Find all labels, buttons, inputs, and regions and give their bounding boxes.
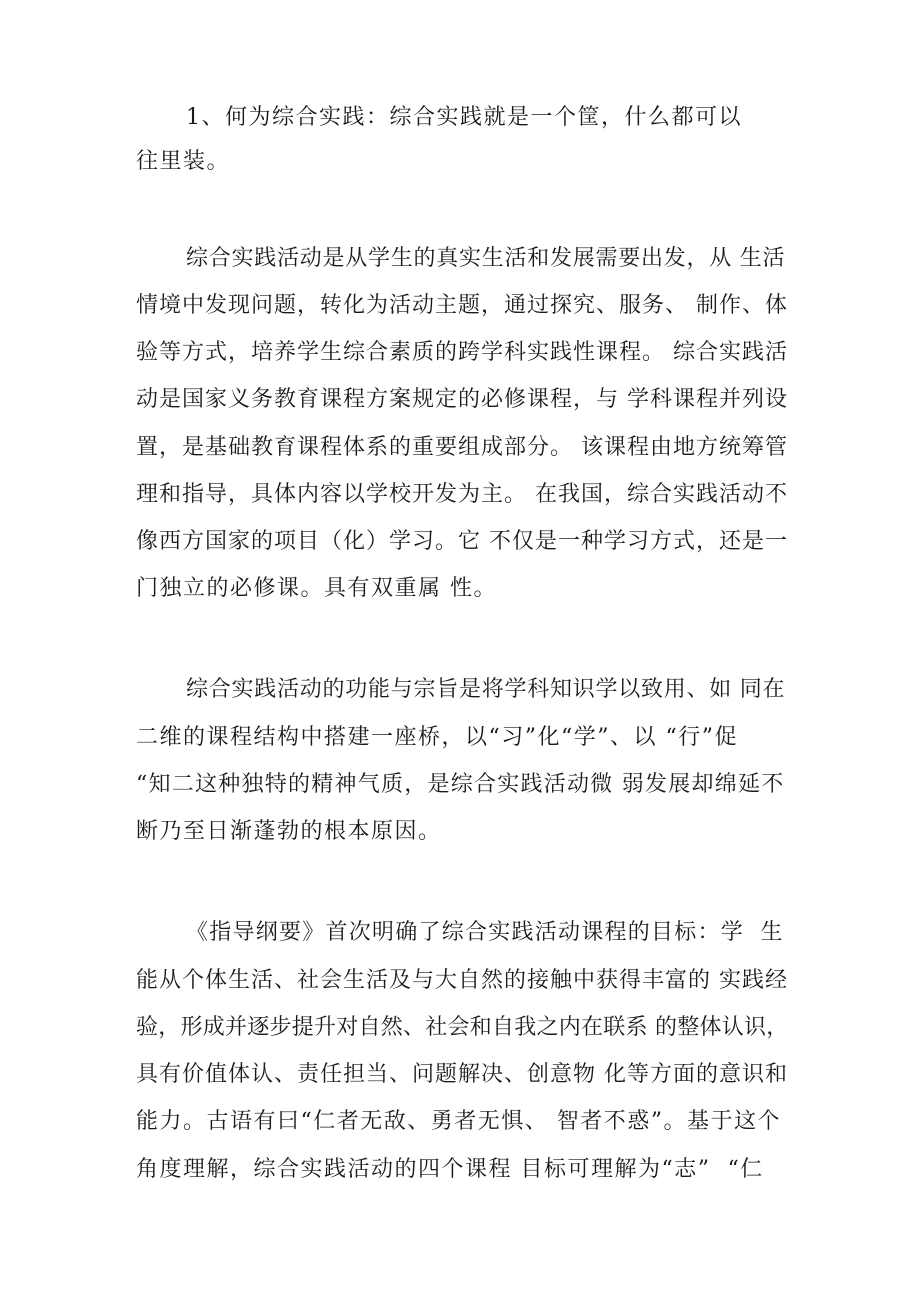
paragraph-1-line-2: 情境中发现问题，转化为活动主题，通过探究、服务、 制作、体 [136, 293, 788, 318]
heading-line-2: 往里装。 [136, 149, 231, 174]
paragraph-1-line-3: 验等方式，培养学生综合素质的跨学科实践性课程。 综合实践活 [136, 340, 788, 365]
paragraph-2-line-3: “知二这种独特的精神气质，是综合实践活动微 弱发展却绵延不 [136, 772, 785, 797]
paragraph-2-line-2: 二维的课程结构中搭建一座桥，以“习”化“学”、以 “行”促 [136, 725, 738, 750]
paragraph-1-line-4: 动是国家义务教育课程方案规定的必修课程，与 学科课程并列设 [136, 387, 788, 412]
paragraph-3-line-5: 能力。古语有曰“仁者无敌、勇者无惧、 智者不惑”。基于这个 [136, 1109, 781, 1134]
paragraph-1-line-1: 综合实践活动是从学生的真实生活和发展需要出发，从 生活 [186, 246, 786, 271]
paragraph-2-line-1: 综合实践活动的功能与宗旨是将学科知识学以致用、如 同在 [186, 677, 786, 702]
heading-line-1: 1、何为综合实践：综合实践就是一个筐，什么都可以 [186, 105, 742, 130]
paragraph-1-line-7: 像西方国家的项目（化）学习。它 不仅是一种学习方式，还是一 [136, 529, 788, 554]
paragraph-1-line-5: 置，是基础教育课程体系的重要组成部分。 该课程由地方统筹管 [136, 435, 788, 460]
paragraph-3-line-2: 能从个体生活、社会生活及与大自然的接触中获得丰富的 实践经 [136, 968, 788, 993]
paragraph-3-line-1: 《指导纲要》首次明确了综合实践活动课程的目标：学 生 [186, 920, 784, 945]
paragraph-3-line-4: 具有价值体认、责任担当、问题解决、创意物 化等方面的意识和 [136, 1062, 788, 1087]
paragraph-1-line-6: 理和指导，具体内容以学校开发为主。 在我国，综合实践活动不 [136, 482, 788, 507]
paragraph-3-line-6: 角度理解，综合实践活动的四个课程 目标可理解为“志” “仁 [136, 1157, 764, 1182]
paragraph-3-line-3: 验，形成并逐步提升对自然、社会和自我之内在联系 的整体认识， [136, 1015, 789, 1040]
paragraph-2-line-4: 断乃至日渐蓬勃的根本原因。 [136, 819, 442, 844]
paragraph-1-line-8: 门独立的必修课。具有双重属 性。 [136, 576, 497, 601]
